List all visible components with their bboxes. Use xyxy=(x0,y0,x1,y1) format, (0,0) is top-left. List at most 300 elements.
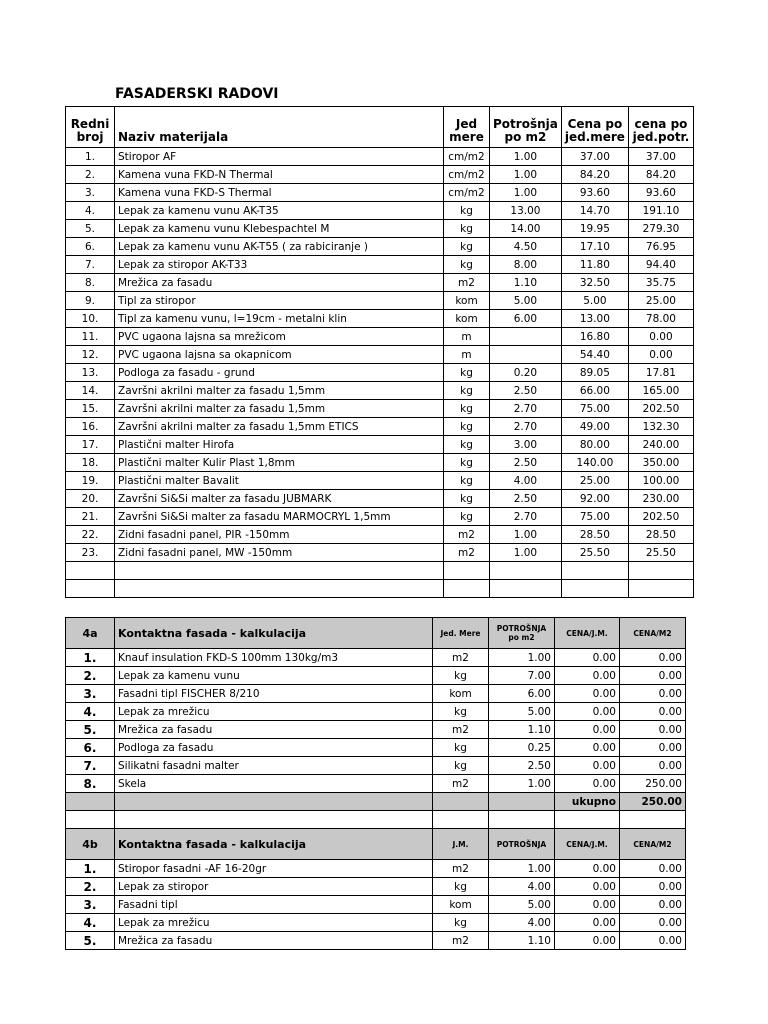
consumption-cell: 1.00 xyxy=(490,184,562,202)
total-cell: 25.00 xyxy=(628,292,693,310)
unit-cell: m2 xyxy=(444,544,490,562)
consumption-cell: 2.50 xyxy=(489,757,555,775)
price-cell: 0.00 xyxy=(555,685,620,703)
unit-cell: m2 xyxy=(444,274,490,292)
unit-cell: cm/m2 xyxy=(444,148,490,166)
total-cell: 76.95 xyxy=(628,238,693,256)
calc-4b-title: Kontaktna fasada - kalkulacija xyxy=(115,829,433,860)
price-cell: 92.00 xyxy=(561,490,628,508)
total-cell: 78.00 xyxy=(628,310,693,328)
material-name: PVC ugaona lajsna sa okapnicom xyxy=(115,346,444,364)
table-row xyxy=(66,775,686,793)
consumption-cell: 6.00 xyxy=(489,685,555,703)
row-number: 5. xyxy=(66,932,115,950)
total-cell: 0.00 xyxy=(628,328,693,346)
table-row xyxy=(66,310,694,328)
material-name: Lepak za mrežicu xyxy=(115,914,433,932)
row-number: 18. xyxy=(66,454,115,472)
consumption-cell: 0.20 xyxy=(490,364,562,382)
consumption-cell: 8.00 xyxy=(490,256,562,274)
total-cell: 0.00 xyxy=(620,896,686,914)
table-row xyxy=(66,472,694,490)
unit-cell: m2 xyxy=(433,775,489,793)
empty-cell xyxy=(66,562,115,580)
table-row xyxy=(66,649,686,667)
consumption-cell: 2.50 xyxy=(490,382,562,400)
row-number: 14. xyxy=(66,382,115,400)
material-name: Mrežica za fasadu xyxy=(115,274,444,292)
calc-4b-qty-header: POTROŠNJA xyxy=(489,829,555,860)
row-number: 8. xyxy=(66,775,115,793)
table-row xyxy=(66,703,686,721)
price-cell: 37.00 xyxy=(561,148,628,166)
row-number: 10. xyxy=(66,310,115,328)
consumption-cell: 1.10 xyxy=(490,274,562,292)
consumption-cell: 2.50 xyxy=(490,454,562,472)
material-name: Završni akrilni malter za fasadu 1,5mm xyxy=(115,400,444,418)
table-row xyxy=(66,508,694,526)
price-cell: 13.00 xyxy=(561,310,628,328)
material-name: Mrežica za fasadu xyxy=(115,721,433,739)
row-number: 2. xyxy=(66,878,115,896)
unit-cell: kg xyxy=(433,878,489,896)
consumption-cell: 4.00 xyxy=(489,878,555,896)
consumption-cell: 1.00 xyxy=(489,649,555,667)
calc-4a-id: 4a xyxy=(66,618,115,649)
calc-4a-title: Kontaktna fasada - kalkulacija xyxy=(115,618,433,649)
table-row xyxy=(66,878,686,896)
row-number: 8. xyxy=(66,274,115,292)
material-name: Kamena vuna FKD-N Thermal xyxy=(115,166,444,184)
material-name: Mrežica za fasadu xyxy=(115,932,433,950)
empty-cell xyxy=(444,562,490,580)
row-number: 16. xyxy=(66,418,115,436)
header-cena-potr: cena po jed.potr. xyxy=(628,107,693,148)
header-redni-broj: Redni broj xyxy=(66,107,115,148)
unit-cell: kg xyxy=(433,914,489,932)
price-cell: 0.00 xyxy=(555,649,620,667)
price-cell: 0.00 xyxy=(555,757,620,775)
total-cell: 250.00 xyxy=(620,775,686,793)
total-cell: 0.00 xyxy=(620,667,686,685)
unit-cell: cm/m2 xyxy=(444,166,490,184)
total-cell: 0.00 xyxy=(620,685,686,703)
price-cell: 93.60 xyxy=(561,184,628,202)
unit-cell: kom xyxy=(433,685,489,703)
price-cell: 0.00 xyxy=(555,896,620,914)
unit-cell: m xyxy=(444,328,490,346)
table-row xyxy=(66,346,694,364)
total-cell: 37.00 xyxy=(628,148,693,166)
unit-cell: kg xyxy=(444,382,490,400)
calc-4b-header xyxy=(66,829,686,860)
consumption-cell: 1.10 xyxy=(489,721,555,739)
row-number: 23. xyxy=(66,544,115,562)
consumption-cell: 4.00 xyxy=(490,472,562,490)
table-row xyxy=(66,436,694,454)
row-number: 17. xyxy=(66,436,115,454)
price-cell: 11.80 xyxy=(561,256,628,274)
row-number: 20. xyxy=(66,490,115,508)
unit-cell: kg xyxy=(444,418,490,436)
consumption-cell: 4.50 xyxy=(490,238,562,256)
unit-cell: kg xyxy=(444,400,490,418)
material-name: Završni Si&Si malter za fasadu MARMOCRYL 1,5mm xyxy=(115,508,444,526)
table-row xyxy=(66,274,694,292)
calc-4a-price-header: CENA/J.M. xyxy=(555,618,620,649)
document-title: FASADERSKI RADOVI xyxy=(115,86,279,102)
table-row xyxy=(66,418,694,436)
price-cell: 80.00 xyxy=(561,436,628,454)
material-name: Podloga za fasadu xyxy=(115,739,433,757)
price-cell: 16.80 xyxy=(561,328,628,346)
consumption-cell: 0.25 xyxy=(489,739,555,757)
table-row xyxy=(66,400,694,418)
table-row xyxy=(66,166,694,184)
table-row xyxy=(66,757,686,775)
price-cell: 0.00 xyxy=(555,878,620,896)
material-name: Knauf insulation FKD-S 100mm 130kg/m3 xyxy=(115,649,433,667)
price-cell: 19.95 xyxy=(561,220,628,238)
total-label: ukupno xyxy=(555,793,620,811)
row-number: 15. xyxy=(66,400,115,418)
material-name: Zidni fasadni panel, PIR -150mm xyxy=(115,526,444,544)
consumption-cell: 7.00 xyxy=(489,667,555,685)
total-cell: 0.00 xyxy=(620,721,686,739)
empty-cell xyxy=(489,811,555,829)
price-cell: 25.00 xyxy=(561,472,628,490)
unit-cell: kg xyxy=(433,667,489,685)
unit-cell: kom xyxy=(444,292,490,310)
empty-cell xyxy=(628,580,693,598)
total-cell: 94.40 xyxy=(628,256,693,274)
table-row xyxy=(66,382,694,400)
table-row xyxy=(66,292,694,310)
unit-cell: kg xyxy=(444,202,490,220)
header-jed-mere: Jed mere xyxy=(444,107,490,148)
empty-cell xyxy=(561,562,628,580)
total-cell: 0.00 xyxy=(628,346,693,364)
material-name: Kamena vuna FKD-S Thermal xyxy=(115,184,444,202)
material-name: Silikatni fasadni malter xyxy=(115,757,433,775)
empty-cell xyxy=(433,793,489,811)
unit-cell: m xyxy=(444,346,490,364)
total-cell: 0.00 xyxy=(620,932,686,950)
row-number: 2. xyxy=(66,166,115,184)
unit-cell: kg xyxy=(433,757,489,775)
consumption-cell: 4.00 xyxy=(489,914,555,932)
row-number: 19. xyxy=(66,472,115,490)
consumption-cell xyxy=(490,346,562,364)
price-cell: 49.00 xyxy=(561,418,628,436)
empty-cell xyxy=(444,580,490,598)
total-value: 250.00 xyxy=(620,793,686,811)
price-cell: 89.05 xyxy=(561,364,628,382)
total-cell: 35.75 xyxy=(628,274,693,292)
price-cell: 0.00 xyxy=(555,932,620,950)
unit-cell: m2 xyxy=(433,649,489,667)
price-cell: 0.00 xyxy=(555,739,620,757)
unit-cell: kom xyxy=(433,896,489,914)
unit-cell: kg xyxy=(444,364,490,382)
total-cell: 279.30 xyxy=(628,220,693,238)
total-cell: 202.50 xyxy=(628,508,693,526)
total-cell: 0.00 xyxy=(620,757,686,775)
material-name: Lepak za kamenu vunu AK-T55 ( za rabiciranje ) xyxy=(115,238,444,256)
table-row xyxy=(66,526,694,544)
total-cell: 84.20 xyxy=(628,166,693,184)
empty-cell xyxy=(561,580,628,598)
total-cell: 240.00 xyxy=(628,436,693,454)
row-number: 12. xyxy=(66,346,115,364)
price-cell: 75.00 xyxy=(561,400,628,418)
header-potrosnja: Potrošnja po m2 xyxy=(490,107,562,148)
consumption-cell: 5.00 xyxy=(489,703,555,721)
unit-cell: kg xyxy=(444,256,490,274)
material-name: PVC ugaona lajsna sa mrežicom xyxy=(115,328,444,346)
empty-cell xyxy=(620,811,686,829)
unit-cell: m2 xyxy=(444,526,490,544)
consumption-cell: 6.00 xyxy=(490,310,562,328)
total-cell: 0.00 xyxy=(620,739,686,757)
total-cell: 0.00 xyxy=(620,914,686,932)
price-cell: 17.10 xyxy=(561,238,628,256)
material-name: Lepak za mrežicu xyxy=(115,703,433,721)
material-name: Plastični malter Hirofa xyxy=(115,436,444,454)
total-cell: 0.00 xyxy=(620,860,686,878)
material-name: Stiropor fasadni -AF 16-20gr xyxy=(115,860,433,878)
unit-cell: m2 xyxy=(433,860,489,878)
calc-4b-table xyxy=(65,828,686,950)
consumption-cell: 1.10 xyxy=(489,932,555,950)
total-cell: 202.50 xyxy=(628,400,693,418)
total-cell: 28.50 xyxy=(628,526,693,544)
table-row xyxy=(66,721,686,739)
row-number: 3. xyxy=(66,184,115,202)
row-number: 21. xyxy=(66,508,115,526)
price-cell: 66.00 xyxy=(561,382,628,400)
unit-cell: m2 xyxy=(433,721,489,739)
price-cell: 54.40 xyxy=(561,346,628,364)
row-number: 6. xyxy=(66,739,115,757)
unit-cell: kg xyxy=(444,472,490,490)
unit-cell: kg xyxy=(444,238,490,256)
table-row xyxy=(66,238,694,256)
unit-cell: kg xyxy=(444,436,490,454)
table-row xyxy=(66,184,694,202)
total-row xyxy=(66,793,686,811)
material-name: Završni Si&Si malter za fasadu JUBMARK xyxy=(115,490,444,508)
row-number: 1. xyxy=(66,860,115,878)
table-row xyxy=(66,148,694,166)
table-row xyxy=(66,932,686,950)
row-number: 5. xyxy=(66,721,115,739)
material-name: Završni akrilni malter za fasadu 1,5mm ETICS xyxy=(115,418,444,436)
table-row xyxy=(66,685,686,703)
unit-cell: cm/m2 xyxy=(444,184,490,202)
material-name: Lepak za kamenu vunu Klebespachtel M xyxy=(115,220,444,238)
row-number: 22. xyxy=(66,526,115,544)
consumption-cell: 2.70 xyxy=(490,508,562,526)
empty-cell xyxy=(490,562,562,580)
table-header-row xyxy=(66,107,694,148)
row-number: 5. xyxy=(66,220,115,238)
empty-row xyxy=(66,811,686,829)
unit-cell: kg xyxy=(444,454,490,472)
table-row xyxy=(66,896,686,914)
calc-4b-total-header: CENA/M2 xyxy=(620,829,686,860)
calc-4a-table xyxy=(65,617,686,829)
row-number: 7. xyxy=(66,256,115,274)
material-name: Skela xyxy=(115,775,433,793)
total-cell: 0.00 xyxy=(620,649,686,667)
material-name: Tipl za kamenu vunu, l=19cm - metalni klin xyxy=(115,310,444,328)
empty-row xyxy=(66,580,694,598)
material-name: Završni akrilni malter za fasadu 1,5mm xyxy=(115,382,444,400)
empty-cell xyxy=(115,793,433,811)
row-number: 7. xyxy=(66,757,115,775)
row-number: 3. xyxy=(66,685,115,703)
consumption-cell: 5.00 xyxy=(489,896,555,914)
consumption-cell: 1.00 xyxy=(490,526,562,544)
material-name: Podloga za fasadu - grund xyxy=(115,364,444,382)
total-cell: 25.50 xyxy=(628,544,693,562)
total-cell: 191.10 xyxy=(628,202,693,220)
unit-cell: kom xyxy=(444,310,490,328)
row-number: 1. xyxy=(66,148,115,166)
row-number: 4. xyxy=(66,703,115,721)
materials-table xyxy=(65,106,694,598)
table-row xyxy=(66,256,694,274)
consumption-cell: 2.70 xyxy=(490,418,562,436)
table-row xyxy=(66,544,694,562)
empty-cell xyxy=(433,811,489,829)
empty-cell xyxy=(555,811,620,829)
consumption-cell: 2.50 xyxy=(490,490,562,508)
table-row xyxy=(66,667,686,685)
unit-cell: kg xyxy=(444,508,490,526)
total-cell: 93.60 xyxy=(628,184,693,202)
total-cell: 230.00 xyxy=(628,490,693,508)
price-cell: 14.70 xyxy=(561,202,628,220)
calc-4a-total-header: CENA/M2 xyxy=(620,618,686,649)
table-row xyxy=(66,454,694,472)
consumption-cell: 1.00 xyxy=(490,544,562,562)
empty-cell xyxy=(66,811,115,829)
price-cell: 75.00 xyxy=(561,508,628,526)
price-cell: 0.00 xyxy=(555,914,620,932)
price-cell: 84.20 xyxy=(561,166,628,184)
unit-cell: kg xyxy=(444,220,490,238)
price-cell: 140.00 xyxy=(561,454,628,472)
unit-cell: m2 xyxy=(433,932,489,950)
consumption-cell: 3.00 xyxy=(490,436,562,454)
material-name: Fasadni tipl FISCHER 8/210 xyxy=(115,685,433,703)
price-cell: 0.00 xyxy=(555,703,620,721)
material-name: Lepak za kamenu vunu AK-T35 xyxy=(115,202,444,220)
table-row xyxy=(66,328,694,346)
total-cell: 165.00 xyxy=(628,382,693,400)
table-row xyxy=(66,202,694,220)
consumption-cell: 5.00 xyxy=(490,292,562,310)
row-number: 2. xyxy=(66,667,115,685)
material-name: Lepak za kamenu vunu xyxy=(115,667,433,685)
calc-4b-id: 4b xyxy=(66,829,115,860)
table-row xyxy=(66,739,686,757)
empty-cell xyxy=(115,811,433,829)
consumption-cell: 1.00 xyxy=(490,166,562,184)
row-number: 11. xyxy=(66,328,115,346)
row-number: 4. xyxy=(66,202,115,220)
total-cell: 100.00 xyxy=(628,472,693,490)
consumption-cell: 13.00 xyxy=(490,202,562,220)
header-naziv: Naziv materijala xyxy=(115,107,444,148)
material-name: Zidni fasadni panel, MW -150mm xyxy=(115,544,444,562)
empty-row xyxy=(66,562,694,580)
table-row xyxy=(66,914,686,932)
row-number: 9. xyxy=(66,292,115,310)
calc-4a-qty-header: POTROŠNJA po m2 xyxy=(489,618,555,649)
consumption-cell: 14.00 xyxy=(490,220,562,238)
consumption-cell: 2.70 xyxy=(490,400,562,418)
consumption-cell: 1.00 xyxy=(489,860,555,878)
material-name: Plastični malter Kulir Plast 1,8mm xyxy=(115,454,444,472)
table-row xyxy=(66,364,694,382)
calc-4a-header xyxy=(66,618,686,649)
total-cell: 17.81 xyxy=(628,364,693,382)
calc-4a-unit-header: Jed. Mere xyxy=(433,618,489,649)
price-cell: 0.00 xyxy=(555,667,620,685)
empty-cell xyxy=(490,580,562,598)
total-cell: 0.00 xyxy=(620,703,686,721)
row-number: 13. xyxy=(66,364,115,382)
price-cell: 32.50 xyxy=(561,274,628,292)
empty-cell xyxy=(628,562,693,580)
price-cell: 28.50 xyxy=(561,526,628,544)
row-number: 3. xyxy=(66,896,115,914)
empty-cell xyxy=(489,793,555,811)
material-name: Stiropor AF xyxy=(115,148,444,166)
header-cena: Cena po jed.mere xyxy=(561,107,628,148)
total-cell: 350.00 xyxy=(628,454,693,472)
consumption-cell: 1.00 xyxy=(490,148,562,166)
price-cell: 0.00 xyxy=(555,721,620,739)
row-number: 1. xyxy=(66,649,115,667)
empty-cell xyxy=(66,580,115,598)
material-name: Plastični malter Bavalit xyxy=(115,472,444,490)
table-row xyxy=(66,220,694,238)
material-name: Lepak za stiropor AK-T33 xyxy=(115,256,444,274)
material-name: Fasadni tipl xyxy=(115,896,433,914)
empty-cell xyxy=(115,562,444,580)
unit-cell: kg xyxy=(433,739,489,757)
material-name: Tipl za stiropor xyxy=(115,292,444,310)
price-cell: 25.50 xyxy=(561,544,628,562)
consumption-cell: 1.00 xyxy=(489,775,555,793)
row-number: 4. xyxy=(66,914,115,932)
total-cell: 132.30 xyxy=(628,418,693,436)
calc-4b-unit-header: J.M. xyxy=(433,829,489,860)
calc-4b-price-header: CENA/J.M. xyxy=(555,829,620,860)
empty-cell xyxy=(66,793,115,811)
total-cell: 0.00 xyxy=(620,878,686,896)
price-cell: 0.00 xyxy=(555,860,620,878)
unit-cell: kg xyxy=(444,490,490,508)
unit-cell: kg xyxy=(433,703,489,721)
price-cell: 5.00 xyxy=(561,292,628,310)
empty-cell xyxy=(115,580,444,598)
material-name: Lepak za stiropor xyxy=(115,878,433,896)
